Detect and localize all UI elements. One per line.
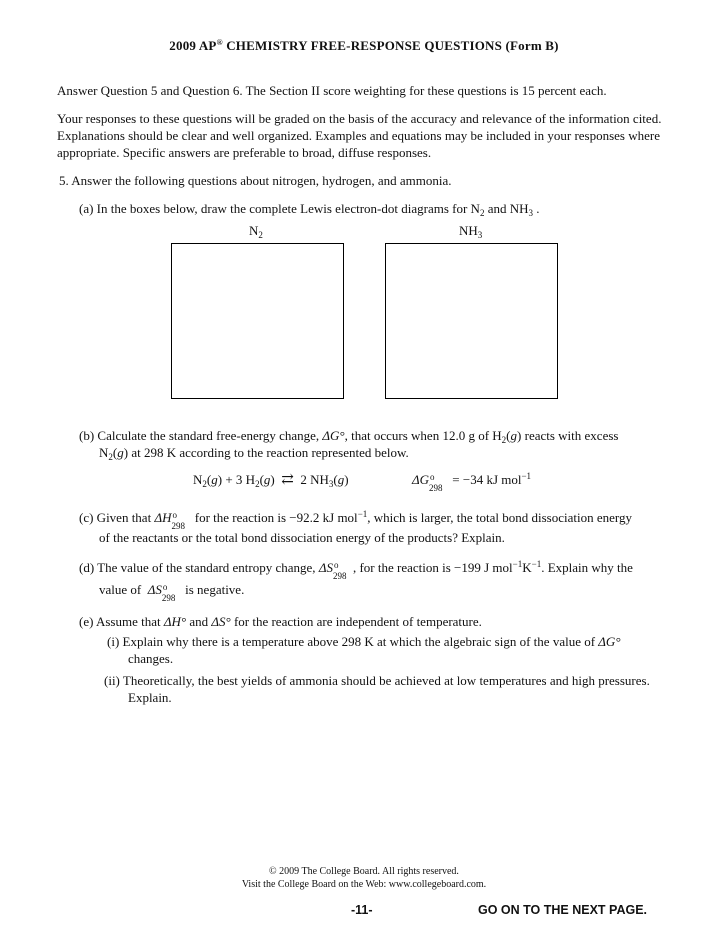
- intro-line-4: appropriate. Specific answers are preferable to broad, diffuse responses.: [57, 145, 432, 160]
- copyright-notice: © 2009 The College Board. All rights reserved.: [269, 866, 459, 877]
- page-header: [0, 38, 728, 54]
- part-b-line-1: (b) Calculate the standard free-energy change, ΔG°, that occurs when 12.0 g of $H_2(g)$ reacts with excess: [79, 428, 619, 445]
- part-e-ii-line-1: (ii) Theoretically, the best yields of ammonia should be achieved at low temperatures and high pressures.: [104, 673, 650, 688]
- part-a-end: .: [536, 201, 540, 216]
- page-number: -11-: [351, 903, 373, 917]
- header-rest: CHEMISTRY FREE-RESPONSE QUESTIONS (Form B): [222, 38, 559, 53]
- part-c-line-2: of the reactants or the total bond dissociation energy of the products? Explain.: [99, 530, 505, 545]
- question-5-stem: 5. Answer the following questions about nitrogen, hydrogen, and ammonia.: [59, 173, 452, 188]
- n2-answer-box[interactable]: [171, 243, 344, 399]
- part-e-line: (e) Assume that ΔH° and ΔS° for the reaction are independent of temperature.: [79, 614, 482, 629]
- delta-g-symbol: ΔG°: [322, 428, 345, 443]
- part-c-line-1: (c) Given that ΔH o 298 for the reaction is −92.2 kJ mol$^{-1}$, which is larger, the total bond dissociation energy: [79, 509, 632, 531]
- part-e-ii-line-2: Explain.: [128, 690, 172, 705]
- part-b-line-2: $N_2(g)$ at 298 K according to the reaction represented below.: [99, 445, 409, 462]
- intro-line-3: Explanations should be clear and well organized. Examples and equations may be included in your responses where: [57, 128, 661, 143]
- part-e-i-line-1: (i) Explain why there is a temperature above 298 K at which the algebraic sign of the value of ΔG°: [107, 634, 621, 649]
- part-e-i-line-2: changes.: [128, 651, 174, 666]
- website-notice: Visit the College Board on the Web: www.collegeboard.com.: [241, 879, 487, 890]
- header-prefix: 2009 AP: [169, 38, 217, 53]
- part-a-text: [79, 200, 540, 217]
- part-d-line-2: value of ΔS o 298 is negative.: [99, 582, 245, 603]
- part-d-line-1: (d) The value of the standard entropy change, ΔS o 298 , for the reaction is −199 J $mol^{-1}K^{-1}$. Explain why the: [79, 559, 633, 581]
- delta-g-value: ΔG o 298 = −34 kJ mol$^{-1}$: [412, 471, 532, 493]
- registered-mark: ®: [216, 38, 223, 47]
- part-a-and: and: [487, 201, 507, 216]
- formula-n2-inline: $N_2$: [470, 201, 485, 218]
- intro-line-2: Your responses to these questions will be graded on the basis of the accuracy and relevance of the information cited.: [57, 111, 662, 126]
- nh3-answer-box[interactable]: [385, 243, 558, 399]
- go-on-notice: GO ON TO THE NEXT PAGE.: [478, 903, 648, 917]
- nh3-box-label: $NH_3$: [459, 223, 483, 240]
- part-a-prompt: (a) In the boxes below, draw the complete Lewis electron-dot diagrams for: [79, 201, 468, 216]
- n2-box-label: $N_2$: [249, 223, 263, 240]
- formula-nh3-inline: $NH_3$: [509, 201, 533, 218]
- intro-line-1: Answer Question 5 and Question 6. The Section II score weighting for these questions is 15 percent each.: [57, 83, 607, 98]
- reaction-equation: $N_2(g) + 3$ $H_2(g)$ ⇄ 2 $NH_3(g)$: [193, 472, 349, 489]
- equilibrium-arrow: ⇄: [281, 472, 294, 488]
